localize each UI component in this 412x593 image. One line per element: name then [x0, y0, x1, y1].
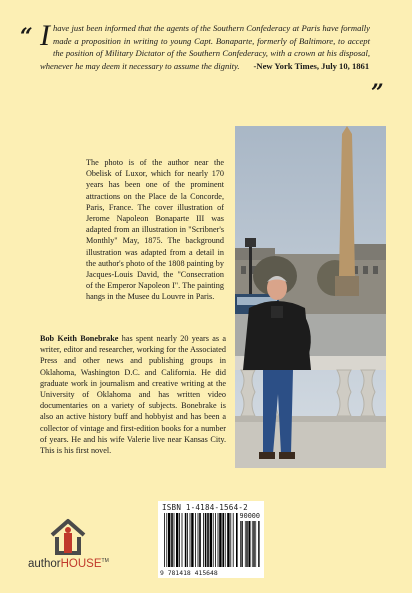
isbn-label: ISBN 1-4184-1564-2	[162, 503, 248, 512]
quote-source: -New York Times, July 10, 1861	[253, 60, 370, 71]
isbn-barcode	[158, 501, 264, 578]
quote-dropcap: I	[40, 19, 50, 52]
author-photo	[235, 126, 386, 468]
photo-caption: The photo is of the author near the Obelisk of Luxor, which for nearly 170 years has been one of the prominent attractions on the Place de la Concorde, Paris, France. The cover illustration of Jerome Napoleon Bonaparte III was adapted from an illustration in "Scribner's Monthly" May, 1875. The background illustration was adapted from a detail in the author's photo of the 1808 painting by Jacques-Louis David, the "Consecration of the Emperor Napoleon I". The painting hangs in the Musee du Louvre in Paris.	[86, 158, 224, 302]
barcode-addon: 90000	[239, 512, 260, 520]
epigraph-quote	[40, 19, 370, 72]
wordmark-house: HOUSE	[60, 558, 102, 570]
publisher-logo	[28, 517, 114, 577]
house-logo-icon	[48, 517, 88, 555]
author-name: Bob Keith Bonebrake	[40, 334, 119, 343]
author-bio-text: has spent nearly 20 years as a writer, editor and researcher, working for the Associated Press and other news and publishing groups in Oklahoma, Washington D.C. and California. He did graduate work in journalism and creative writing at the University of Oklahoma and has written video documentaries on a variety of subjects. Bonebrake is also an active history buff and hobbyist and has been a collector of vintage and first-edition books for a number of years. He and his wife Valerie live near Kansas City. This is his first novel.	[40, 334, 226, 456]
author-photo-illustration	[235, 126, 386, 468]
close-quote-mark: ”	[371, 80, 384, 106]
wordmark-author: author	[28, 558, 61, 570]
quote-body: have just been informed that the agents of the Southern Confederacy at Paris have formally made a proposition in writing to young Capt. Bonaparte, formerly of Baltimore, to accept the position of Military Dictator of the Southern Confederacy, with a crown at his disposal, whenever he may deem it necessary to assume the dignity.	[40, 23, 370, 71]
barcode-bars	[158, 501, 264, 578]
barcode-digits: 9 781418 415648	[160, 569, 218, 577]
open-quote-mark: “	[20, 24, 33, 50]
author-bio	[40, 333, 226, 456]
publisher-wordmark	[28, 558, 109, 570]
wordmark-tm: TM	[101, 558, 109, 564]
